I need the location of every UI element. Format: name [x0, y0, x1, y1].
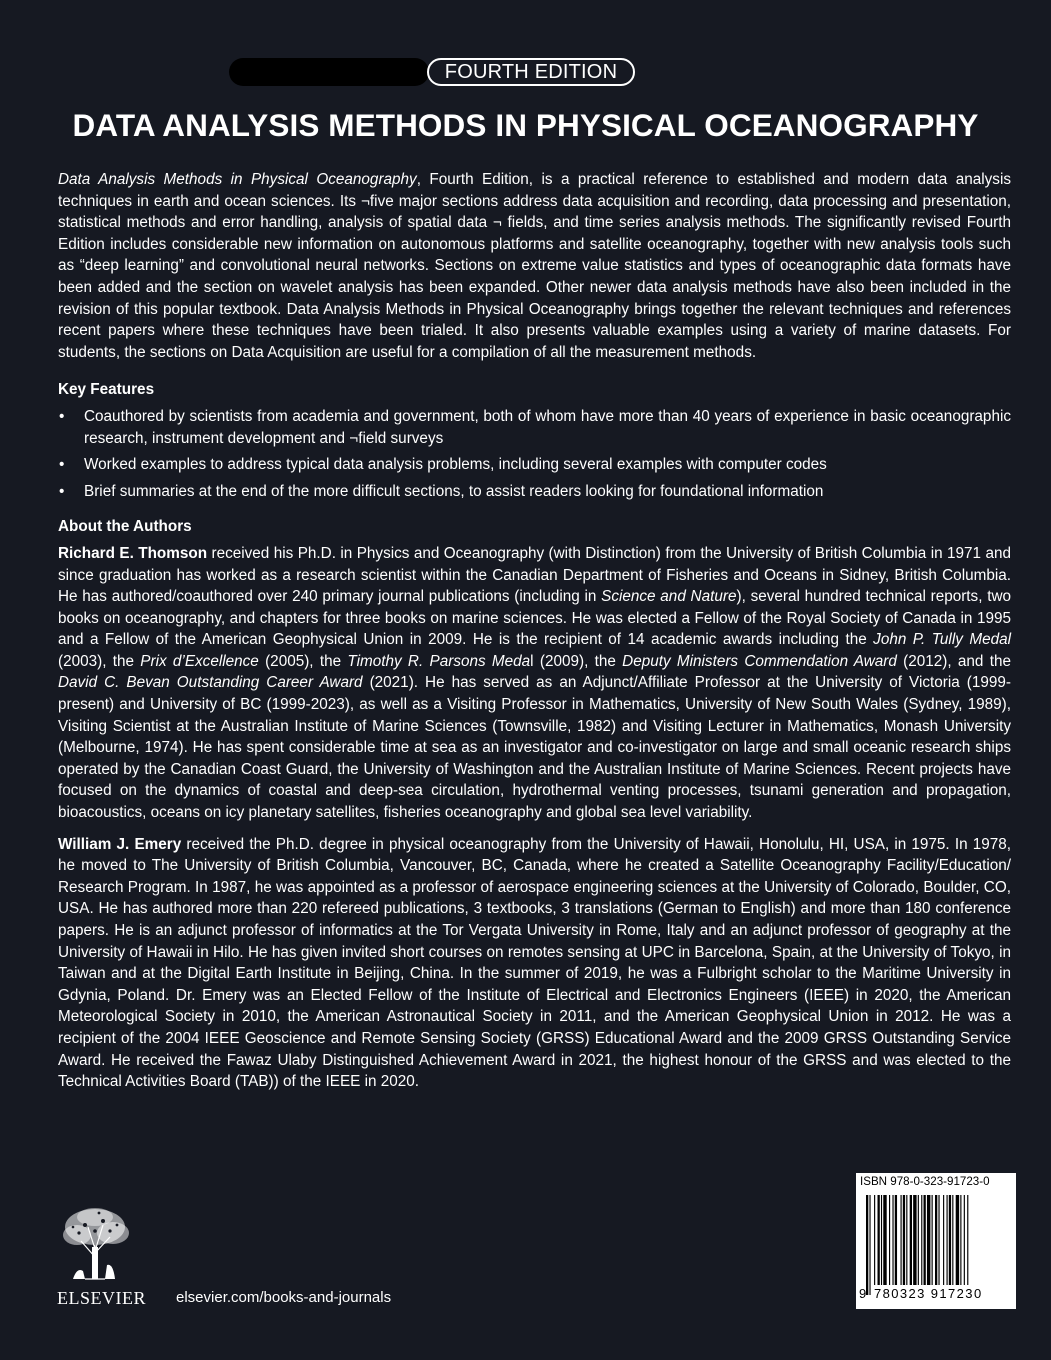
barcode-bar [889, 1195, 890, 1295]
description-paragraph [58, 169, 1011, 363]
edition-label: FOURTH EDITION [427, 58, 635, 86]
bio-text: received the Ph.D. degree in physical oceanography from the University of Hawaii, Honolulu, HI, USA, in 1975. In 1978, he moved to The University of British Columbia, Vancouver, BC, Canada, where he created a Satellite Oceanography Facility/Education/ Research Program. In 1987, he was appointed as a professor of aerospace engineering sciences at the University of Colorado, Boulder, CO, USA. He has authored more than 220 refereed publications, 3 textbooks, 3 translations (German to English) and more than 180 conference papers. He is an adjunct professor of informatics at the Tor Vergata University in Rome, Italy and an adjunct professor of geography at the University of Hawaii in Hilo. He has given invited short courses on remotes sensing at UPC in Barcelona, Spain, at the University of Tokyo, in Taiwan and at the Digital Earth Institute in Beijing, China. In the summer of 2019, he was a Fulbright scholar to the Maritime University in Gdynia, Poland. Dr. Emery was an Elected Fellow of the Institute of Electrical and Electronics Engineers (IEEE) in 2020, the American Meteorological Society in 2010, the American Astronautical Society in 2011, and the American Geophysical Union in 2012. He was a recipient of the 2004 IEEE Geoscience and Remote Sensing Society (GRSS) Educational Award and the 2009 GRSS Outstanding Service Award. He received the Fawaz Ulaby Distinguished Achievement Award in 2021, the highest honour of the GRSS and was elected to the Technical Activities Board (TAB)) of the IEEE in 2020. [58, 835, 1011, 1091]
barcode-bar [901, 1195, 902, 1295]
barcode-bar [921, 1195, 922, 1295]
bio-italic: David C. Bevan Outstanding Career Award [58, 674, 363, 692]
barcode-bar [943, 1195, 944, 1295]
back-cover-text [58, 169, 1011, 1103]
edition-bar [229, 58, 429, 86]
barcode-bar [935, 1195, 937, 1295]
barcode-bar [895, 1195, 897, 1295]
barcode-bar [960, 1195, 961, 1295]
barcode-bar [927, 1195, 930, 1295]
barcode-bar [892, 1195, 893, 1295]
barcode-bar [964, 1195, 965, 1295]
author-name: William J. Emery [58, 835, 182, 853]
barcode-digits: 780323 917230 [874, 1286, 983, 1301]
barcode-bar [883, 1195, 886, 1295]
barcode-bar [967, 1195, 968, 1295]
barcode-bar [878, 1195, 880, 1295]
barcode-bar [932, 1195, 933, 1295]
author-name: Richard E. Thomson [58, 544, 208, 562]
barcode-bar [874, 1195, 875, 1295]
barcode-bar [869, 1195, 870, 1295]
bio-italic: Deputy Ministers Commendation Award [622, 652, 897, 670]
bio-text: (2012), and the [896, 652, 1011, 670]
elsevier-tree-icon [55, 1205, 135, 1283]
isbn-text: ISBN 978-0-323-91723-0 [860, 1175, 990, 1188]
isbn-barcode [856, 1173, 1016, 1309]
barcode-bar [910, 1195, 912, 1295]
feature-item: • Brief summaries at the end of the more difficult sections, to assist readers looking for foundational information [58, 481, 1011, 503]
description-text: , Fourth Edition, is a practical reference to established and modern data analysis techniques in earth and ocean sciences. Its ¬five major sections address data acquisition and recording, data processing and presentation, statistical methods and error handling, analysis of spatial data ¬ fields, and time series analysis methods. The significantly revised Fourth Edition includes considerable new information on autonomous platforms and satellite oceanography, together with new analysis tools such as “deep learning” and convolutional neural networks. Sections on extreme value statistics and types of oceanographic data formats have been added and the section on wavelet analysis has been expanded. Other newer data analysis methods have also been included in the revision of this popular textbook. Data Analysis Methods in Physical Oceanography brings together the relevant techniques and references recent papers where these techniques have been trialed. It also presents valuable examples using a variety of marine datasets. For students, the sections on Data Acquisition are useful for a compilation of all the measurement methods. [58, 171, 1011, 361]
feature-item: • Worked examples to address typical data analysis problems, including several examples with computer codes [58, 454, 1011, 476]
barcode-bar [924, 1195, 926, 1295]
about-authors-heading: About the Authors [58, 518, 192, 536]
book-title-italic: Data Analysis Methods in Physical Oceanography [58, 171, 417, 188]
barcode-bar [866, 1195, 868, 1295]
bio-text: ), several hundred technical reports, two books on oceanography, and chapters for three books on marine sciences. He was elected a Fellow of the Royal Society of Canada in 1995 and a Fellow of the American Geophysical Union in 2009. He is the recipient of 14 academic awards including the [58, 588, 1012, 649]
key-features-heading: Key Features [58, 381, 155, 399]
barcode-bar [952, 1195, 953, 1295]
barcode-bar [881, 1195, 882, 1295]
barcode-bar [956, 1195, 959, 1295]
bio-text: received his Ph.D. in Physics and Oceanography (with Distinction) from the University of British Columbia in 1971 and since graduation has worked as a research scientist within the Canadian Department of Fisheries and Oceans in Sidney, British Columbia. He has authored/coauthored over 240 primary journal publications (including in [58, 544, 1011, 606]
barcode-bar [918, 1195, 919, 1295]
bio-italic: Science and Nature [601, 588, 737, 606]
barcode-bar [903, 1195, 905, 1295]
bio-text: (2005), the [258, 652, 348, 670]
barcode-bars [866, 1195, 1006, 1295]
key-features-list [58, 406, 1011, 502]
publisher-name: ELSEVIER [57, 1288, 146, 1308]
bio-text: (2021). He has served as an Adjunct/Affiliate Professor at the University of Victoria (1999-present) and University of BC (1999-2023), as well as a Visiting Professor in Mathematics, University of New South Wales (Sydney, 1989), Visiting Scientist at the Australian Institute of Marine Sciences (Townsville, 1982) and Visiting Lecturer in Mathematics, Monash University (Melbourne, 1974). He has spent considerable time at sea as an investigator and co-investigator on large and small oceanic research ships operated by the Canadian Coast Guard, the University of Washington and the Australian Institute of Marine Sciences. Recent projects have focused on the dynamics of coastal and deep-sea circulation, hydrothermal venting processes, tsunami generation and propagation, bioacoustics, oceans on icy planetary satellites, fisheries oceanography and global sea level variability. [58, 674, 1012, 822]
barcode-lead-digit: 9 [859, 1286, 867, 1301]
barcode-bar [947, 1195, 948, 1295]
publisher-url[interactable]: elsevier.com/books-and-journals [176, 1289, 392, 1306]
feature-item: • Coauthored by scientists from academia and government, both of whom have more than 40 years of experience in basic oceanographic research, instrument development and ¬field surveys [58, 406, 1011, 449]
barcode-bar [913, 1195, 916, 1295]
bio-italic: Prix d’Excellence [140, 652, 259, 670]
barcode-bar [949, 1195, 951, 1295]
book-title: DATA ANALYSIS METHODS IN PHYSICAL OCEANOGRAPHY [72, 107, 979, 143]
emery-bio [58, 834, 1011, 1093]
bio-text: l (2009), the [530, 652, 623, 670]
bio-italic: Timothy R. Parsons Meda [347, 652, 531, 670]
bio-text: (2003), the [58, 652, 141, 670]
bio-italic: John P. Tully Medal [873, 631, 1011, 649]
barcode-bar [938, 1195, 939, 1295]
barcode-bar [906, 1195, 907, 1295]
thomson-bio [58, 543, 1011, 824]
